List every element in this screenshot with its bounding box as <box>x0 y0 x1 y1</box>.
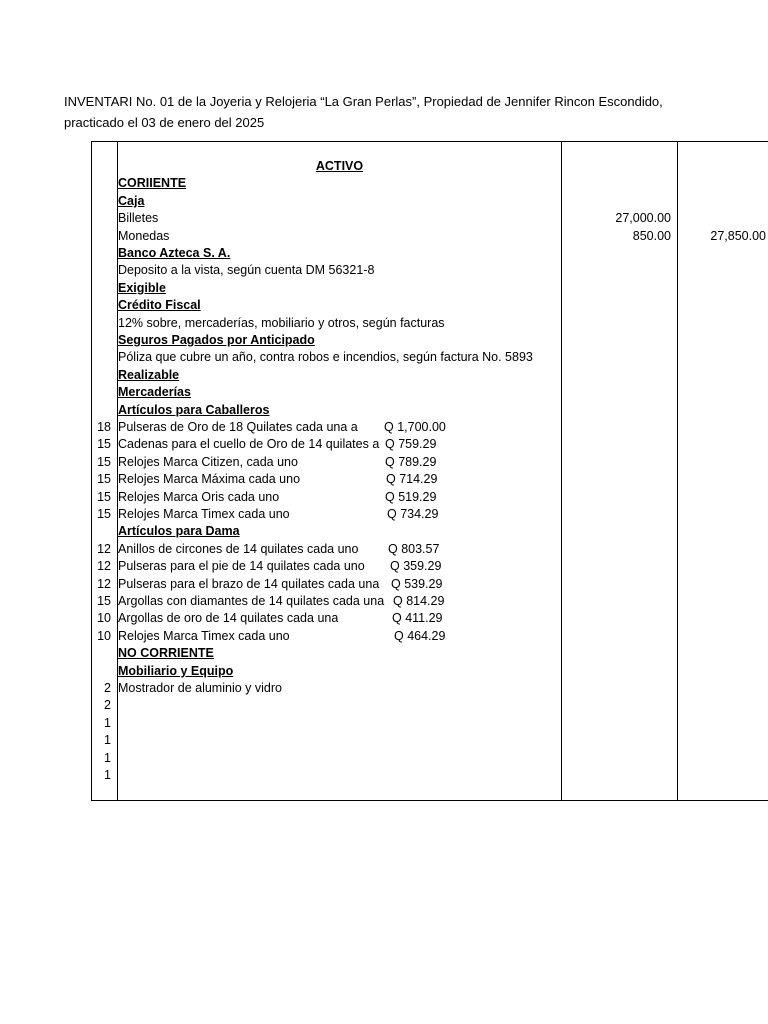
section-heading: NO CORRIENTE <box>118 646 214 661</box>
unit-price: Q 1,700.00 <box>384 420 446 434</box>
row-description: Cadenas para el cuello de Oro de 14 quilates a <box>118 437 380 452</box>
section-heading: Realizable <box>118 367 180 382</box>
row-description: Relojes Marca Citizen, cada uno <box>118 454 298 469</box>
row-quantity: 15 <box>97 454 111 469</box>
section-heading: Artículos para Dama <box>118 524 240 539</box>
row-quantity: 15 <box>97 472 111 487</box>
table-row <box>0 315 768 332</box>
table-row <box>0 436 768 453</box>
partial-amount: 850.00 <box>632 228 671 243</box>
section-heading: Exigible <box>118 280 166 295</box>
unit-price: Q 411.29 <box>392 611 443 626</box>
row-description: Deposito a la vista, según cuenta DM 56321-8 <box>118 263 375 278</box>
table-row <box>0 489 768 506</box>
table-row <box>0 402 768 419</box>
unit-price: Q 714.29 <box>386 472 438 487</box>
row-description: Relojes Marca Oris cada uno <box>118 489 280 504</box>
section-title: ACTIVO <box>315 159 364 173</box>
row-quantity: 1 <box>104 768 111 782</box>
row-description: Póliza que cubre un año, contra robos e incendios, según factura No. 5893 <box>118 350 533 365</box>
total-amount: 27,850.00 <box>710 228 766 243</box>
table-row <box>0 332 768 349</box>
row-quantity: 15 <box>97 489 111 504</box>
row-description: Relojes Marca Máxima cada uno <box>118 472 301 487</box>
row-quantity: 12 <box>97 559 111 574</box>
table-row <box>0 349 768 366</box>
unit-price: Q 464.29 <box>394 628 446 643</box>
table-row <box>0 471 768 488</box>
table-row <box>0 228 768 245</box>
table-row <box>0 593 768 610</box>
table-row <box>0 628 768 645</box>
table-row <box>0 193 768 210</box>
section-heading: Banco Azteca S. A. <box>118 246 231 260</box>
unit-price: Q 789.29 <box>385 454 437 469</box>
table-row <box>0 715 768 732</box>
table-row <box>0 558 768 575</box>
row-quantity: 2 <box>104 681 111 695</box>
row-description: Pulseras para el brazo de 14 quilates cada una <box>118 576 380 591</box>
row-description: Billetes <box>118 211 159 226</box>
table-row <box>0 680 768 697</box>
table-row <box>0 697 768 714</box>
table-row <box>0 663 768 680</box>
section-heading: Mercaderías <box>118 385 191 400</box>
row-description: Argollas de oro de 14 quilates cada una <box>118 611 339 626</box>
table-row <box>0 245 768 262</box>
row-description: Pulseras de Oro de 18 Quilates cada una a <box>118 420 358 434</box>
section-heading: Artículos para Caballeros <box>118 402 270 417</box>
row-quantity: 12 <box>97 576 111 591</box>
row-description: Relojes Marca Timex cada uno <box>118 628 290 643</box>
row-quantity: 12 <box>97 541 111 556</box>
table-row <box>0 645 768 662</box>
document-heading <box>64 91 764 133</box>
row-description: 12% sobre, mercaderías, mobiliario y otros, según facturas <box>118 315 445 330</box>
table-row <box>0 158 768 175</box>
table-row <box>0 732 768 749</box>
table-row <box>0 454 768 471</box>
heading-line-1: INVENTARI No. 01 de la Joyeria y Relojeria “La Gran Perlas”, Propiedad de Jennifer Rincon Escondido, <box>64 94 663 109</box>
row-quantity: 15 <box>97 437 111 452</box>
row-description: Monedas <box>118 228 170 243</box>
row-quantity: 15 <box>97 507 111 521</box>
table-row <box>0 175 768 192</box>
table-row <box>0 767 768 784</box>
row-quantity: 15 <box>97 594 111 608</box>
section-heading: Crédito Fiscal <box>118 298 201 313</box>
row-quantity: 1 <box>104 750 111 765</box>
row-description: Relojes Marca Timex cada uno <box>118 507 290 521</box>
table-row <box>0 384 768 401</box>
unit-price: Q 759.29 <box>385 437 437 452</box>
table-row <box>0 280 768 297</box>
row-quantity: 10 <box>97 628 111 643</box>
section-heading: Caja <box>118 193 145 208</box>
unit-price: Q 734.29 <box>387 507 439 521</box>
row-quantity: 10 <box>97 611 111 626</box>
table-row <box>0 210 768 227</box>
unit-price: Q 359.29 <box>390 559 442 574</box>
table-row <box>0 576 768 593</box>
row-description: Pulseras para el pie de 14 quilates cada uno <box>118 559 365 574</box>
unit-price: Q 519.29 <box>385 489 437 504</box>
row-quantity: 18 <box>97 420 111 434</box>
section-heading: Seguros Pagados por Anticipado <box>118 333 315 347</box>
row-description: Mostrador de aluminio y vidro <box>118 681 282 695</box>
partial-amount: 27,000.00 <box>615 211 671 226</box>
table-row <box>0 262 768 279</box>
table-row <box>0 750 768 767</box>
section-heading: CORIIENTE <box>118 176 187 191</box>
unit-price: Q 539.29 <box>391 576 443 591</box>
section-heading: Mobiliario y Equipo <box>118 663 234 678</box>
heading-line-2: practicado el 03 de enero del 2025 <box>64 115 265 130</box>
row-description: Argollas con diamantes de 14 quilates cada una <box>118 594 385 608</box>
table-row <box>0 541 768 558</box>
table-row <box>0 419 768 436</box>
unit-price: Q 814.29 <box>393 594 445 608</box>
table-row <box>0 506 768 523</box>
unit-price: Q 803.57 <box>388 541 440 556</box>
table-row <box>0 610 768 627</box>
table-row <box>0 367 768 384</box>
row-quantity: 2 <box>104 698 111 713</box>
row-quantity: 1 <box>104 715 111 730</box>
row-description: Anillos de circones de 14 quilates cada uno <box>118 541 359 556</box>
table-row <box>0 523 768 540</box>
row-quantity: 1 <box>104 733 111 748</box>
table-row <box>0 297 768 314</box>
